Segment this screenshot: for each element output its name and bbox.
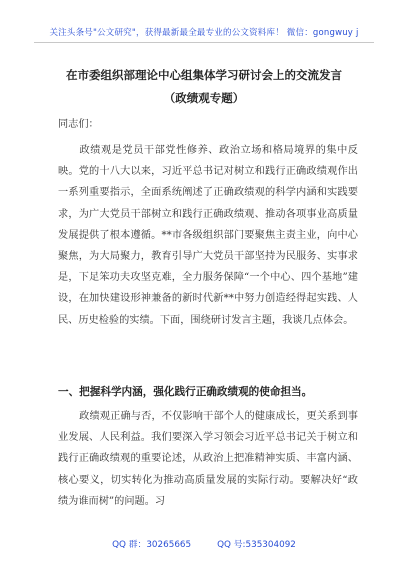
paragraph-intro [58, 140, 358, 331]
footer-contact [0, 537, 408, 550]
header-banner[interactable]: 关注头条号"公文研究"，获得最新最全最专业的公文资料库！ 微信：gongwuy j [49, 28, 359, 38]
footer-qq-number[interactable]: QQ 号:535304092 [217, 540, 296, 550]
footer-qq-group[interactable]: QQ 群：30265665 [112, 540, 192, 550]
header-divider [34, 42, 374, 43]
paragraph-section-1 [58, 406, 358, 512]
document-subtitle: （政绩观专题） [163, 91, 245, 105]
paragraph-section-1-text: 政绩观正确与否，不仅影响干部个人的健康成长，更关系到事业发展、人民利益。我们要深入学习领会习近平总书记关于树立和践行正确政绩观的重要论述，从政治上把准精神实质、丰富内涵、核心要义，切实转化为推动高质量发展的实际行动。要解决好“政绩为谁而树”的问题。习 [58, 411, 358, 507]
document-title: 在市委组织部理论中心组集体学习研讨会上的交流发言 [66, 68, 342, 82]
paragraph-intro-text: 政绩观是党员干部党性修养、政治立场和格局境界的集中反映。党的十八大以来，习近平总书记对树立和践行正确政绩观作出一系列重要指示，全面系统阐述了正确政绩观的科学内涵和实践要求，为广大党员干部树立和践行正确政绩观、推动各项事业高质量发展提供了根本遵循。**市各级组织部门要聚焦主责主业，向中心聚焦，为大局聚力，教育引导广大党员干部坚持为民服务、实事求是，下足笨功夫攻坚克难，全力服务保障“一个中心、四个基地”建设，在加快建设形神兼备的新时代新**中努力创造经得起实践、人民、历史检验的实绩。下面，围绕研讨发言主题，我谈几点体会。 [58, 145, 358, 326]
section-heading-1: 一、把握科学内涵，强化践行正确政绩观的使命担当。 [58, 386, 313, 398]
salutation: 同志们： [58, 119, 99, 130]
